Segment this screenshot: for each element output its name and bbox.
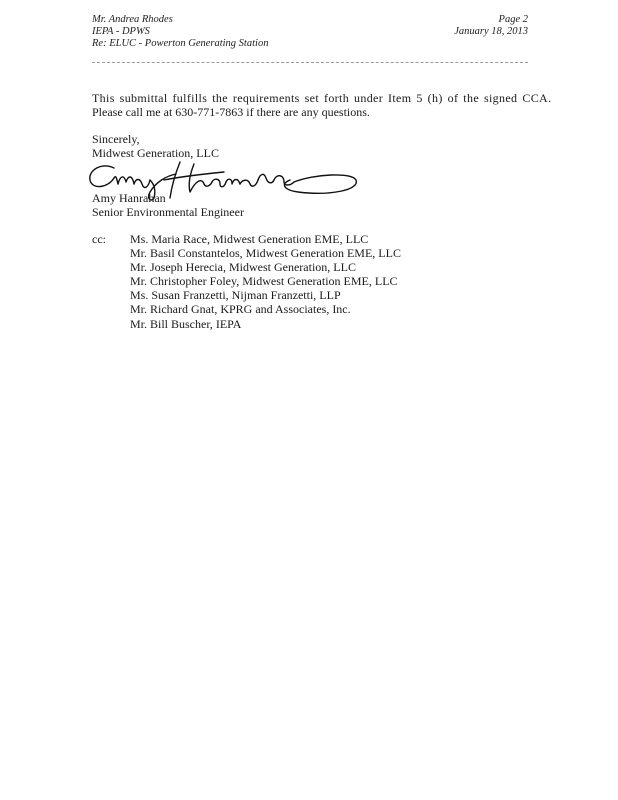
company-name: Midwest Generation, LLC [92, 146, 219, 160]
header-addressee-org: IEPA - DPWS [92, 26, 150, 37]
header-subject: Re: ELUC - Powerton Generating Station [92, 38, 269, 49]
header-addressee [92, 14, 372, 50]
cc-recipient: Mr. Christopher Foley, Midwest Generation EME, LLC [130, 274, 398, 289]
signer-name: Amy Hanrahan [92, 191, 166, 205]
cc-recipient: Mr. Basil Constantelos, Midwest Generation EME, LLC [130, 246, 401, 261]
cc-recipient: Ms. Susan Franzetti, Nijman Franzetti, LLP [130, 288, 341, 303]
salutation: Sincerely, [92, 132, 140, 146]
header-date: January 18, 2013 [454, 26, 528, 37]
body-line: Please call me at 630-771-7863 if there are any questions. [92, 105, 370, 119]
header-page-number: Page 2 [498, 14, 528, 25]
cc-recipient: Mr. Bill Buscher, IEPA [130, 316, 242, 331]
cc-recipient: Mr. Richard Gnat, KPRG and Associates, Inc. [130, 302, 351, 317]
body-paragraph [92, 91, 552, 119]
header-page-info [378, 14, 528, 38]
cc-recipient: Ms. Maria Race, Midwest Generation EME, LLC [130, 232, 369, 246]
signer-title: Senior Environmental Engineer [92, 205, 244, 219]
signer-block [92, 191, 244, 219]
cc-recipient-list [130, 232, 401, 331]
body-line: This submittal fulfills the requirements set forth under Item 5 (h) of the signed CCA. [92, 91, 552, 105]
cc-recipient: Mr. Joseph Herecia, Midwest Generation, LLC [130, 260, 356, 275]
header-addressee-name: Mr. Andrea Rhodes [92, 14, 173, 25]
header-divider [92, 62, 528, 63]
cc-label: cc: [92, 232, 106, 246]
